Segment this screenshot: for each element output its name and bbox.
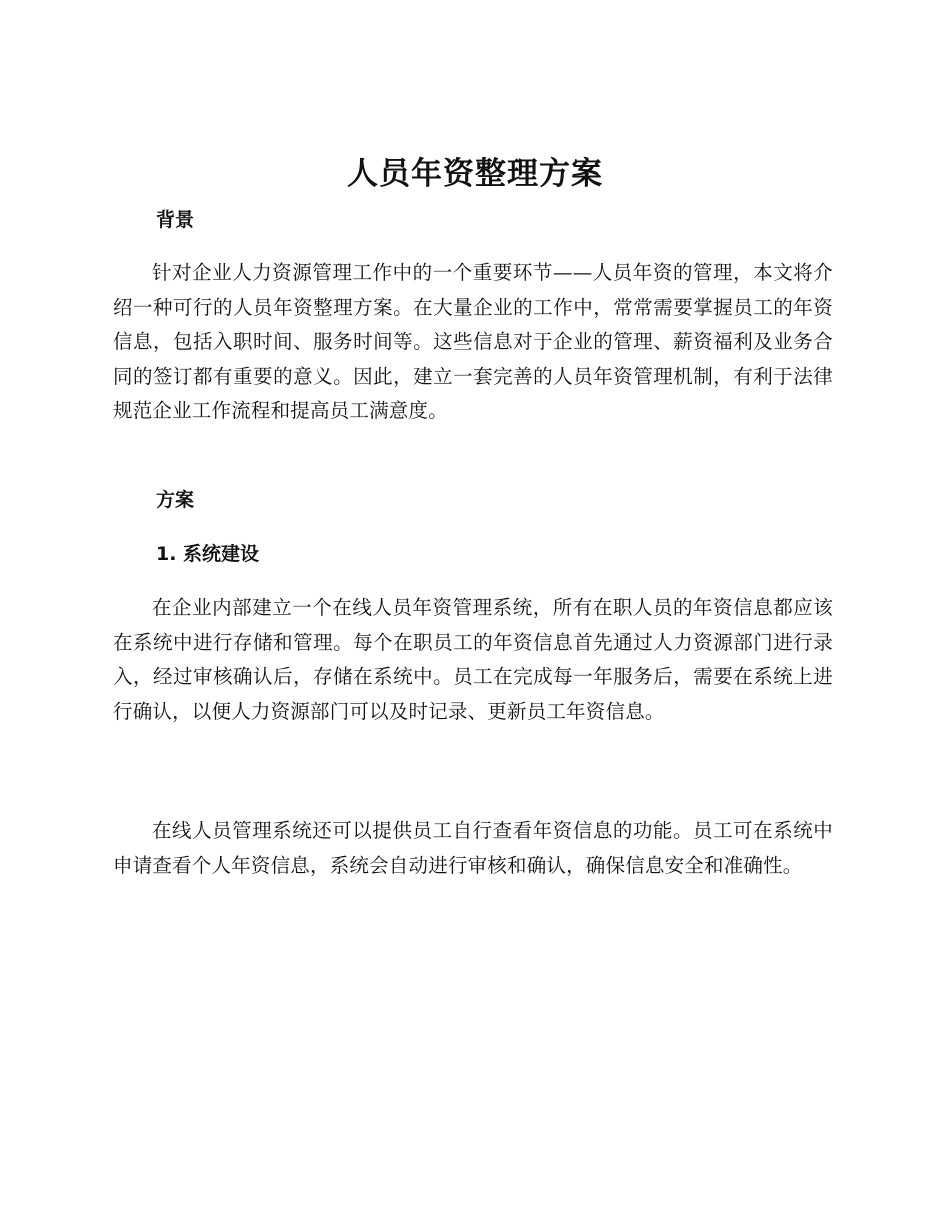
system-construction-paragraph-2: 在线人员管理系统还可以提供员工自行查看年资信息的功能。员工可在系统中申请查看个人年资信息，系统会自动进行审核和确认，确保信息安全和准确性。 <box>113 819 833 877</box>
system-construction-heading: 1. 系统建设 <box>156 543 260 565</box>
system-construction-paragraph-1: 在企业内部建立一个在线人员年资管理系统，所有在职人员的年资信息都应该在系统中进行存储和管理。每个在职员工的年资信息首先通过人力资源部门进行录入，经过审核确认后，存储在系统中。员工在完成每一年服务后，需要在系统上进行确认，以便人力资源部门可以及时记录、更新员工年资信息。 <box>113 596 833 723</box>
background-heading: 背景 <box>156 209 195 231</box>
background-paragraph: 针对企业人力资源管理工作中的一个重要环节——人员年资的管理，本文将介绍一种可行的人员年资整理方案。在大量企业的工作中，常常需要掌握员工的年资信息，包括入职时间、服务时间等。这些信息对于企业的管理、薪资福利及业务合同的签订都有重要的意义。因此，建立一套完善的人员年资管理机制，有利于法律规范企业工作流程和提高员工满意度。 <box>113 261 833 422</box>
plan-heading: 方案 <box>156 489 195 511</box>
document-title: 人员年资整理方案 <box>347 156 603 192</box>
